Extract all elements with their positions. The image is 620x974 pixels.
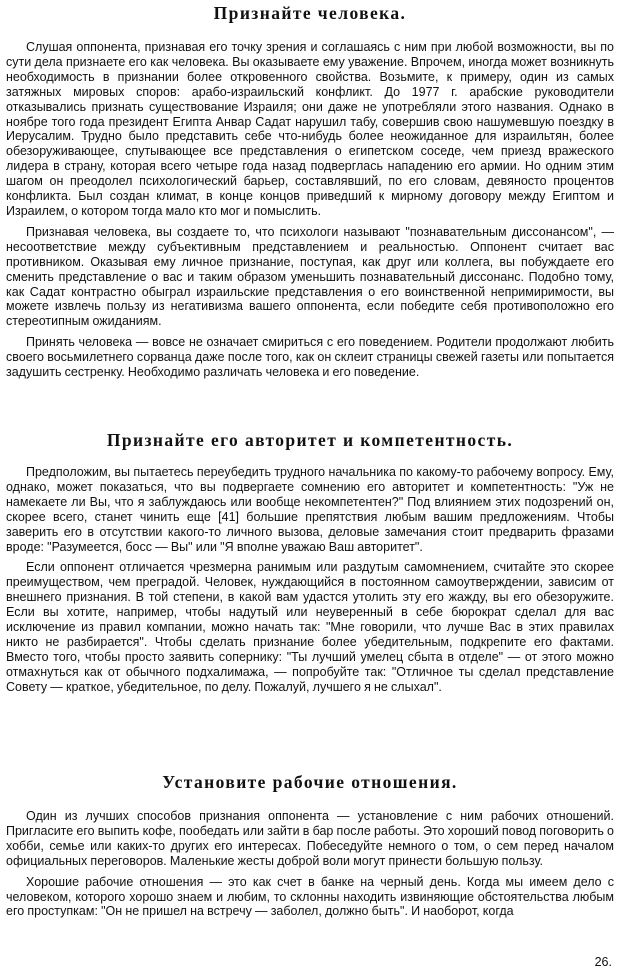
page-number: 26. — [594, 955, 612, 969]
paragraph: Если оппонент отличается чрезмерна ранимым или раздутым самомнением, считайте это скорее преимуществом, чем преградой. Человек, нуждающийся в постоянном самоутверждении, зависим от внешнего признания. В той степени, в какой вам удастся утолить эту его жажду, вы его обезоружите. Если вы хотите, например, чтобы надутый или неуверенный в себе бюрократ сделал для вас исключение из правил компании, можно начать так: "Мне говорили, что лучше Вас в этих правилах никто не разбирается". Чтобы сделать признание более убедительным, подкрепите его фактами. Вместо того, чтобы просто заявить сопернику: "Ты лучший умелец сбыта в отделе" — от этого можно отмахнуться как от обычного подхалимажа, — попробуйте так: "Отличное ты сделал представление Совету — краткое, убедительное, по делу. Пожалуй, лучшего я не слыхал". — [6, 560, 614, 694]
section-title-recognize-person: Признайте человека. — [213, 3, 407, 23]
paragraph: Один из лучших способов признания оппонента — установление с ним рабочих отношений. Пригласите его выпить кофе, пообедать или зайти в бар после работы. Это хороший повод поговорить о хобби, семье или каких-то других его интересах. Побеседуйте немного о том, о сем перед началом официальных переговоров. Маленькие жесты доброй воли могут принести большую пользу. — [6, 809, 614, 868]
section-title-recognize-authority: Признайте его авторитет и компетентность. — [106, 430, 514, 450]
paragraph: Предположим, вы пытаетесь переубедить трудного начальника по какому-то рабочему вопросу. Ему, однако, может показаться, что вы подвергаете сомнению его авторитет и компетентность: "Уж не намекаете ли Вы, что я заблуждаюсь или вообще некомпетентен?" Под влиянием этих подозрений он, скорее всего, станет чинить еще [41] большие препятствия любым вашим предложениям. Чтобы заверить его в отсутствии какого-то личного вызова, деловые замечания стоит предварить фразами вроде: "Разумеется, босс — Вы" или "Я вполне уважаю Ваш авторитет". — [6, 465, 614, 554]
paragraph: Признавая человека, вы создаете то, что психологи называют "познавательным диссонансом", — несоответствие между субъективным представлением и реальностью. Оппонент считает вас противником. Оказывая ему личное признание, поступая, как друг или коллега, вы побуждаете его сменить представление о вас и таким образом уменьшить познавательный диссонанс. Подобно тому, как Садат контрастно обыграл израильские представления о его воинственной непримиримости, вы можете извлечь пользу из негативизма вашего оппонента, если победите себя противоположно его стереотипным ожиданиям. — [6, 224, 614, 329]
paragraph: Принять человека — вовсе не означает смириться с его поведением. Родители продолжают любить своего восьмилетнего сорванца даже после того, как он склеит страницы свежей газеты или попытается задушить сестренку. Необходимо различать человека и его поведение. — [6, 335, 614, 380]
section-title-working-relations: Установите рабочие отношения. — [162, 772, 458, 792]
section-body-working-relations — [0, 809, 620, 925]
paragraph: Хорошие рабочие отношения — это как счет в банке на черный день. Когда мы имеем дело с человеком, которого хорошо знаем и любим, то склонны находить извиняющие обстоятельства любым его проступкам: "Он не пришел на встречу — заболел, должно быть". И наоборот, когда — [6, 874, 614, 919]
section-body-recognize-person — [0, 40, 620, 386]
paragraph: Слушая оппонента, признавая его точку зрения и соглашаясь с ним при любой возможности, вы по сути дела признаете его как человека. Вы оказываете ему уважение. Впрочем, иногда может возникнуть необходимость в признании более откровенного свойства. Возьмите, к примеру, один из самых затяжных мировых споров: арабо-израильский конфликт. До 1977 г. арабские руководители отказывались признать существование Израиля; они даже не употребляли этого названия. Однако в ноябре того года президент Египта Анвар Садат нарушил табу, совершив свою нашумевшую поездку в Иерусалим. Трудно было представить себе что-нибудь более неожиданное для израильтян, более обезоруживающее, спутывающее все представления о египетском соседе, чем приезд вражеского лидера в страну, которая всего четыре года назад подверглась нападению его армии. Но одним этим шагом он преодолел психологический барьер, составлявший, по его словам, девяносто процентов конфликта. Был создан климат, в конце концов приведший к мирному договору между Египтом и Израилем, о котором тогда мало кто мог и помыслить. — [6, 40, 614, 218]
section-body-recognize-authority — [0, 465, 620, 701]
